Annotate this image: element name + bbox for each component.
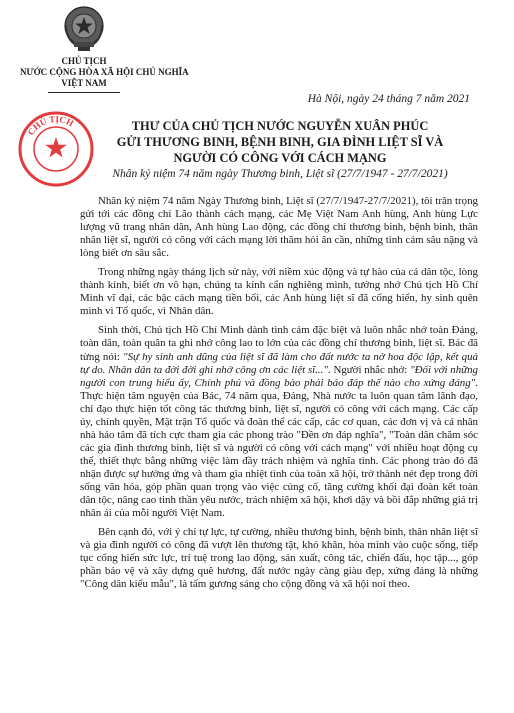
issuing-authority — [20, 56, 189, 89]
paragraph-text: . Người nhắc nhở: — [327, 363, 411, 376]
quotation: "Đối với những người con trung hiếu ấy, Chính phủ và đồng bào phải báo đáp thế nào cho xứng đáng" — [80, 363, 478, 389]
org-line: NƯỚC CỘNG HÒA XÃ HỘI CHỦ NGHĨA — [20, 67, 189, 77]
dateline: Hà Nội, ngày 24 tháng 7 năm 2021 — [307, 93, 470, 105]
divider — [48, 92, 120, 93]
paragraph: Nhân kỷ niệm 74 năm Ngày Thương binh, Liệt sĩ (27/7/1947-27/7/2021), tôi trân trọng gửi tới các đồng chí Lão thành cách mạng, các Mẹ Việt Nam Anh hùng, Anh hùng Lực lượng vũ trang nhân dân, Anh hùng Lao động, các đồng chí thương binh, bệnh binh, thân nhân liệt sĩ, người có công với cách mạng lời thăm hỏi ân cần, những tình cảm sâu nặng và lòng biết ơn sâu sắc. — [80, 195, 478, 260]
title-line: THƯ CỦA CHỦ TỊCH NƯỚC NGUYỄN XUÂN PHÚC — [131, 119, 429, 133]
paragraph — [80, 324, 478, 520]
paragraph: Bên cạnh đó, với ý chí tự lực, tự cường, nhiều thương binh, bệnh binh, thân nhân liệt sĩ và gia đình người có công đã vượt lên thương tật, khó khăn, hòa mình vào cuộc sống, tiếp tục cống hiến sức lực, trí tuệ trong lao động, sản xuất, công tác, chiến đấu, học tập..., góp phần bảo vệ và xây dựng quê hương, đất nước ngày càng giàu đẹp, xứng đáng là những "Công dân kiểu mẫu", là tấm gương sáng cho cộng đồng và xã hội noi theo. — [80, 526, 478, 591]
national-emblem-icon — [62, 4, 106, 52]
seal-star-icon — [45, 137, 67, 157]
paragraph-text: Sinh thời, Chủ tịch Hồ Chí Minh dành tình cảm đặc biệt và luôn nhắc nhở toàn Đảng, toàn dân, toàn quân ta ghi nhớ công lao to lớn của các đồng chí thương binh, liệt sĩ. Bác đã từng nói: — [80, 324, 478, 363]
letter-subtitle: Nhân kỷ niệm 74 năm ngày Thương binh, Liệt sĩ (27/7/1947 - 27/7/2021) — [112, 168, 448, 180]
paragraph-text: . Thực hiện tâm nguyện của Bác, 74 năm qua, Đảng, Nhà nước ta luôn quan tâm lãnh đạo, chỉ đạo thực hiện tốt công tác thương binh, liệt sĩ, người có công với cách mạng. Các cấp ủy, chính quyền, Mặt trận Tổ quốc và đoàn thể các cấp, các cơ quan, các đơn vị và cá nhân nhà hảo tâm đã tích cực tham gia các phong trào "Đền ơn đáp nghĩa", "Toàn dân chăm sóc các gia đình thương binh, liệt sĩ và người có công với cách mạng" với nhiều hoạt động cụ thể, thiết thực bằng những việc làm đầy trách nhiệm và nghĩa tình. Các phong trào đó đã nhận được sự hưởng ứng và tham gia nhiệt tình của toàn xã hội, trở thành nét đẹp trong đời sống văn hóa, góp phần quan trọng vào việc củng cố, tăng cường khối đại đoàn kết toàn dân tộc, nâng cao tinh thần yêu nước, trách nhiệm xã hội, khơi dậy và bồi đắp những giá trị nhân ái của mỗi người Việt Nam. — [80, 376, 478, 520]
quotation: "Sự hy sinh anh dũng của liệt sĩ đã làm cho đất nước ta nở hoa độc lập, kết quả tự do. Nhân dân ta đời đời ghi nhớ công ơn các liệt sĩ..." — [80, 350, 478, 376]
org-line: VIỆT NAM — [61, 78, 107, 88]
letter-body — [80, 195, 478, 597]
title-line: NGƯỜI CÓ CÔNG VỚI CÁCH MẠNG — [173, 151, 387, 165]
seal-text: CHỦ TỊCH — [25, 113, 76, 138]
letter-title — [110, 118, 450, 166]
official-seal — [17, 110, 95, 188]
paragraph: Trong những ngày tháng lịch sử này, với niềm xúc động và tự hào của cả dân tộc, lòng thành kính, biết ơn vô hạn, chúng ta kính cẩn nghiêng mình, tưởng nhớ Chủ tịch Hồ Chí Minh vĩ đại, các bậc cách mạng tiền bối, các Anh hùng liệt sĩ đã cống hiến, hy sinh quên mình vì Tổ quốc, vì Nhân dân. — [80, 266, 478, 318]
title-line: GỬI THƯƠNG BINH, BỆNH BINH, GIA ĐÌNH LIỆT SĨ VÀ — [116, 135, 444, 149]
org-line: CHỦ TỊCH — [61, 56, 107, 66]
